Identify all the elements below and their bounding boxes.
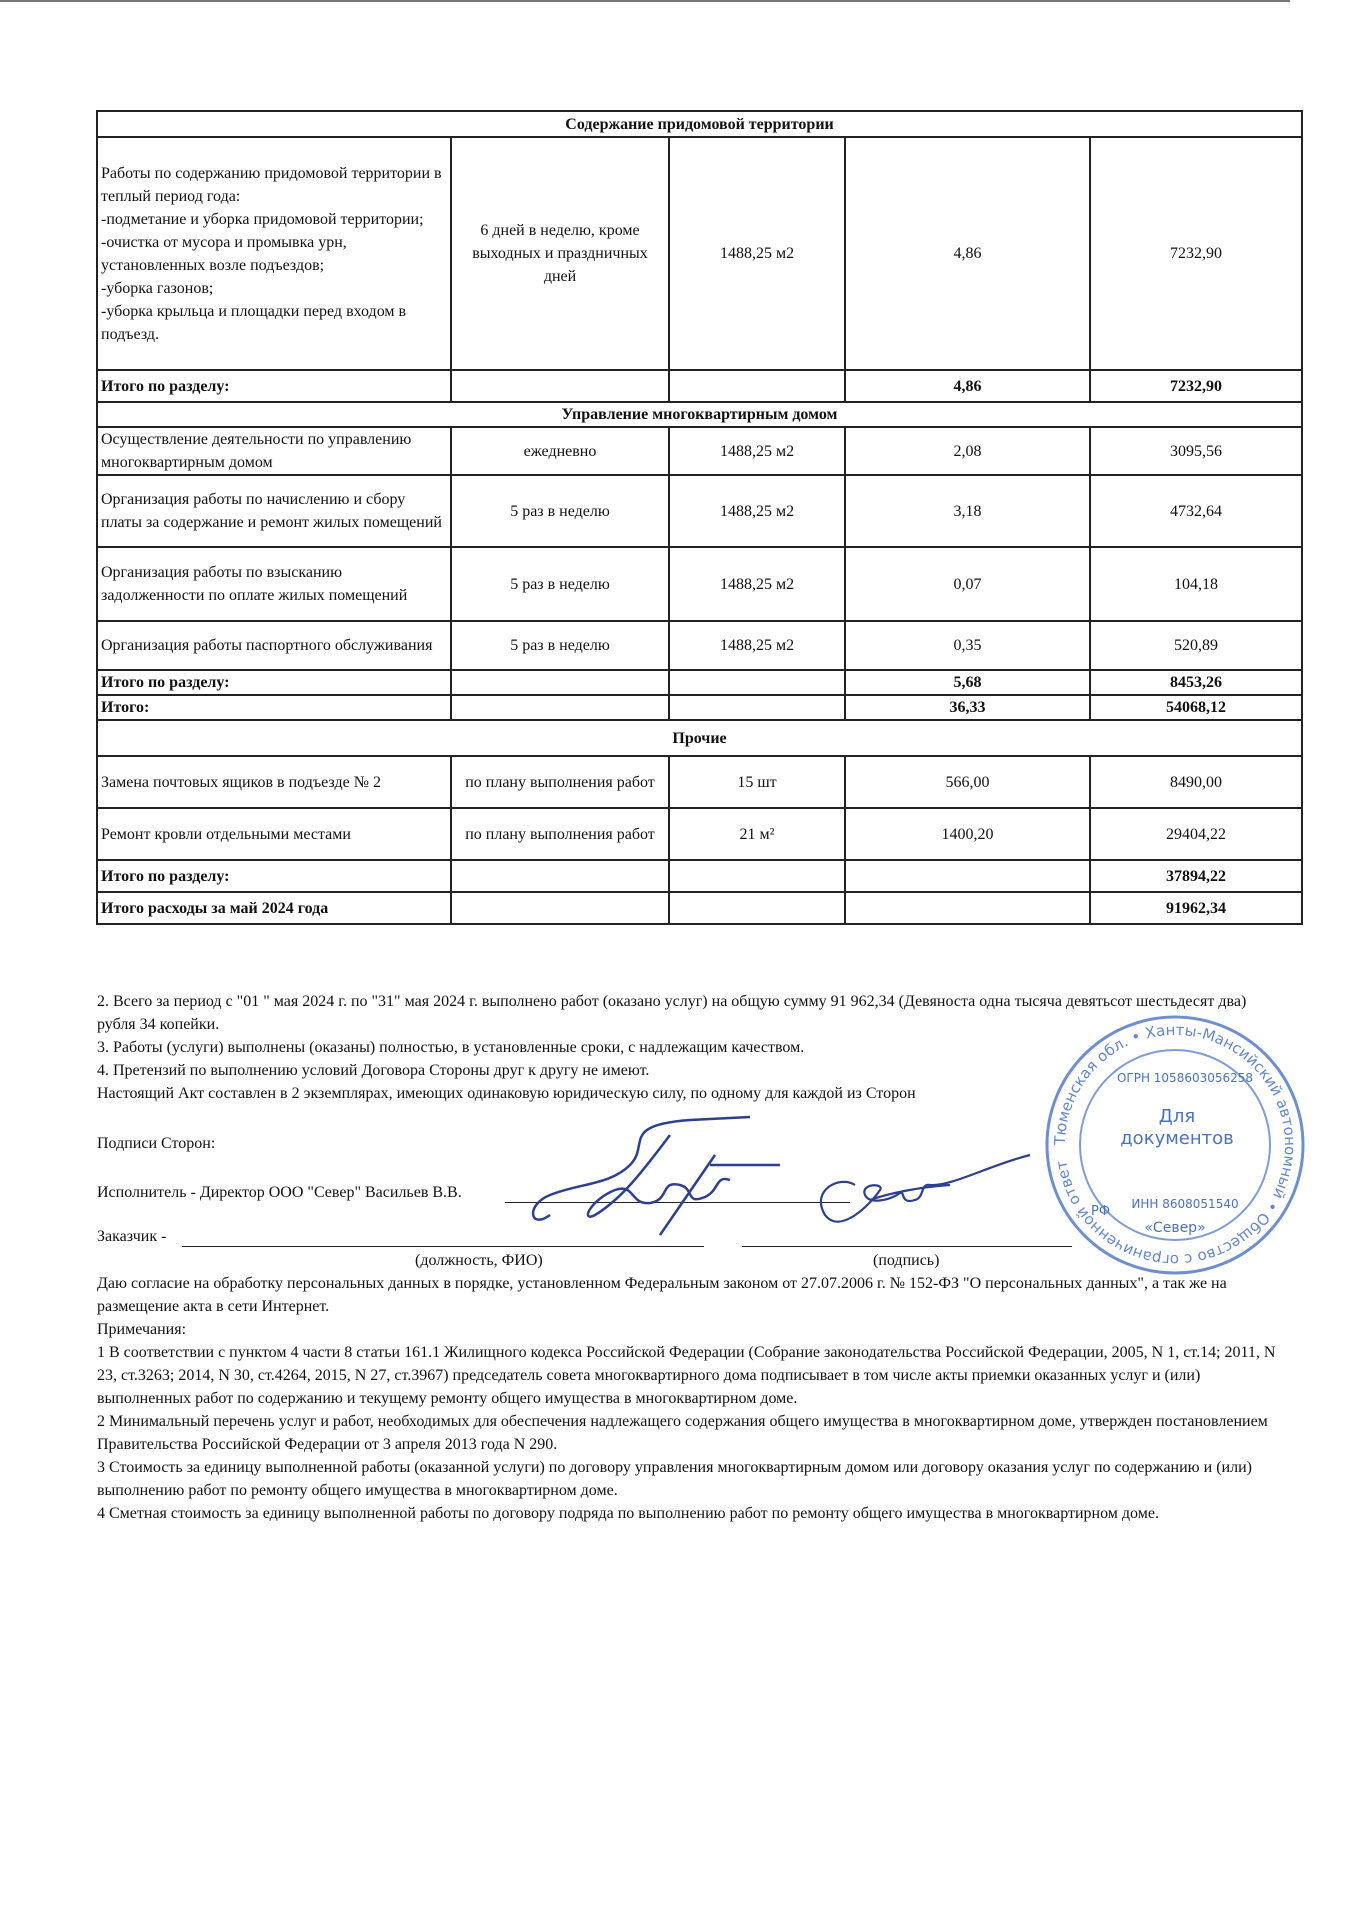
table-row (97, 137, 1302, 370)
table-row (97, 427, 1302, 475)
note-2: 2 Минимальный перечень услуг и работ, необходимых для обеспечения надлежащего содержания общего имущества в многоквартирном доме, утвержден постановлением Правительства Российской Федерации от 3 апреля 2013 года N 290. (97, 1413, 1268, 1453)
executor-signature (520, 1105, 1040, 1245)
subtotal-label: Итого по разделу: (97, 670, 451, 695)
table-row (97, 547, 1302, 621)
work-name: Ремонт кровли отдельными местами (97, 808, 451, 860)
note-4: 4 Сметная стоимость за единицу выполненной работы по договору подряда по выполнению работ по ремонту общего имущества в многоквартирном доме. (97, 1505, 1159, 1522)
note-1: 1 В соответствии с пунктом 4 части 8 статьи 161.1 Жилищного кодекса Российской Федерации (Собрание законодательства Российской Федерации, 2005, N 1, ст.14; 2011, N 23, ст.3263; 2014, N 30, ст.4264, 2015, N 27, ст.3967) председатель совета многоквартирного дома подписывает в том числе акты приемки оказанных услуг и (или) выполненных работ по содержанию и текущему ремонту общего имущества в многоквартирном доме. (97, 1344, 1276, 1407)
work-name: Организация работы по начислению и сбору платы за содержание и ремонт жилых помещений (97, 475, 451, 547)
total-row (97, 695, 1302, 720)
caption-position: (должность, ФИО) (415, 1252, 543, 1269)
empty-cell (845, 892, 1090, 924)
work-volume: 1488,25 м2 (669, 475, 845, 547)
work-volume: 15 шт (669, 756, 845, 808)
subtotal-label: Итого по разделу: (97, 860, 451, 892)
grand-total-label: Итого расходы за май 2024 года (97, 892, 451, 924)
work-frequency: по плану выполнения работ (451, 756, 669, 808)
paragraph-3: 3. Работы (услуги) выполнены (оказаны) полностью, в установленные сроки, с надлежащим качеством. (97, 1039, 805, 1056)
caption-signature: (подпись) (873, 1252, 940, 1269)
customer-label: Заказчик - (97, 1228, 167, 1245)
customer-position-line (182, 1246, 704, 1247)
empty-cell (669, 860, 845, 892)
executor-label: Исполнитель - Директор ООО "Север" Васильев В.В. (97, 1184, 462, 1201)
paragraph-4: 4. Претензий по выполнению условий Договора Стороны друг к другу не имеют. (97, 1062, 650, 1079)
signatures-header: Подписи Сторон: (97, 1135, 216, 1152)
notes-block (97, 1272, 1287, 1525)
total-label: Итого: (97, 695, 451, 720)
section-row (97, 111, 1302, 137)
empty-cell (845, 860, 1090, 892)
stamp-ring-text: Тюменская обл. • Ханты-Мансийский автономный • Общество с ограниченной ответ (1050, 1020, 1300, 1270)
empty-cell (669, 670, 845, 695)
work-name: Работы по содержанию придомовой территории в теплый период года: -подметание и уборка придомовой территории; -очистка от мусора и промывка урн, установленных возле подъездов; -уборка газонов; -уборка крыльца и площадки перед входом в подъезд. (97, 137, 451, 370)
stamp-name: «Север» (1144, 1220, 1206, 1236)
work-sum: 520,89 (1090, 621, 1302, 670)
customer-sign-line (742, 1246, 1072, 1247)
stamp-center-2: документов (1120, 1128, 1234, 1149)
stamp-rf: РФ (1091, 1204, 1111, 1219)
work-frequency: по плану выполнения работ (451, 808, 669, 860)
work-sum: 7232,90 (1090, 137, 1302, 370)
work-name: Организация работы по взысканию задолженности по оплате жилых помещений (97, 547, 451, 621)
section-row (97, 720, 1302, 756)
section-title: Управление многоквартирным домом (97, 402, 1302, 427)
subtotal-label: Итого по разделу: (97, 370, 451, 402)
section-row (97, 402, 1302, 427)
empty-cell (451, 670, 669, 695)
empty-cell (669, 370, 845, 402)
work-sum: 8490,00 (1090, 756, 1302, 808)
work-sum: 29404,22 (1090, 808, 1302, 860)
work-frequency: 5 раз в неделю (451, 621, 669, 670)
work-volume: 1488,25 м2 (669, 427, 845, 475)
paragraph-5: Настоящий Акт составлен в 2 экземплярах, имеющих одинаковую юридическую силу, по одному для каждой из Сторон (97, 1085, 916, 1102)
table-row (97, 621, 1302, 670)
section-title: Прочие (97, 720, 1302, 756)
work-rate: 4,86 (845, 137, 1090, 370)
empty-cell (669, 892, 845, 924)
work-sum: 3095,56 (1090, 427, 1302, 475)
subtotal-sum: 8453,26 (1090, 670, 1302, 695)
work-rate: 0,07 (845, 547, 1090, 621)
work-volume: 1488,25 м2 (669, 137, 845, 370)
empty-cell (451, 892, 669, 924)
company-stamp (1035, 1010, 1315, 1280)
work-sum: 4732,64 (1090, 475, 1302, 547)
note-3: 3 Стоимость за единицу выполненной работы (оказанной услуги) по договору управления многоквартирным домом или договору оказания услуг по содержанию и (или) выполнению работ по ремонту общего имущества в многоквартирном доме. (97, 1459, 1252, 1499)
stamp-inn: ИНН 8608051540 (1131, 1197, 1239, 1211)
empty-cell (451, 370, 669, 402)
paragraph-2: 2. Всего за период с "01 " мая 2024 г. по "31" мая 2024 г. выполнено работ (оказано услуг) на общую сумму 91 962,34 (Девяноста одна тысяча девятьсот шестьдесят два) рубля 34 копейки. (97, 993, 1247, 1033)
stamp-center-1: Для (1158, 1106, 1196, 1127)
work-name: Осуществление деятельности по управлению многоквартирным домом (97, 427, 451, 475)
section-title: Содержание придомовой территории (97, 111, 1302, 137)
subtotal-rate: 4,86 (845, 370, 1090, 402)
work-rate: 0,35 (845, 621, 1090, 670)
work-frequency: ежедневно (451, 427, 669, 475)
work-frequency: 5 раз в неделю (451, 547, 669, 621)
work-rate: 566,00 (845, 756, 1090, 808)
subtotal-row (97, 370, 1302, 402)
empty-cell (669, 695, 845, 720)
work-rate: 3,18 (845, 475, 1090, 547)
subtotal-row (97, 860, 1302, 892)
stamp-ogrn: ОГРН 1058603056258 (1116, 1071, 1254, 1085)
table-row (97, 756, 1302, 808)
subtotal-sum: 37894,22 (1090, 860, 1302, 892)
subtotal-rate: 5,68 (845, 670, 1090, 695)
work-rate: 1400,20 (845, 808, 1090, 860)
total-sum: 54068,12 (1090, 695, 1302, 720)
work-name: Организация работы паспортного обслуживания (97, 621, 451, 670)
empty-cell (451, 695, 669, 720)
subtotal-row (97, 670, 1302, 695)
scan-top-edge (0, 0, 1290, 2)
grand-total-sum: 91962,34 (1090, 892, 1302, 924)
empty-cell (451, 860, 669, 892)
work-volume: 1488,25 м2 (669, 547, 845, 621)
works-table (96, 110, 1303, 925)
work-name: Замена почтовых ящиков в подъезде № 2 (97, 756, 451, 808)
table-row (97, 475, 1302, 547)
consent-text: Даю согласие на обработку персональных данных в порядке, установленном Федеральным законом от 27.07.2006 г. № 152-ФЗ "О персональных данных", а так же на размещение акта в сети Интернет. (97, 1275, 1227, 1315)
grand-total-row (97, 892, 1302, 924)
work-frequency: 6 дней в неделю, кроме выходных и праздничных дней (451, 137, 669, 370)
total-rate: 36,33 (845, 695, 1090, 720)
work-volume: 21 м² (669, 808, 845, 860)
notes-title: Примечания: (97, 1321, 187, 1338)
work-rate: 2,08 (845, 427, 1090, 475)
table-row (97, 808, 1302, 860)
subtotal-sum: 7232,90 (1090, 370, 1302, 402)
work-frequency: 5 раз в неделю (451, 475, 669, 547)
work-sum: 104,18 (1090, 547, 1302, 621)
work-volume: 1488,25 м2 (669, 621, 845, 670)
